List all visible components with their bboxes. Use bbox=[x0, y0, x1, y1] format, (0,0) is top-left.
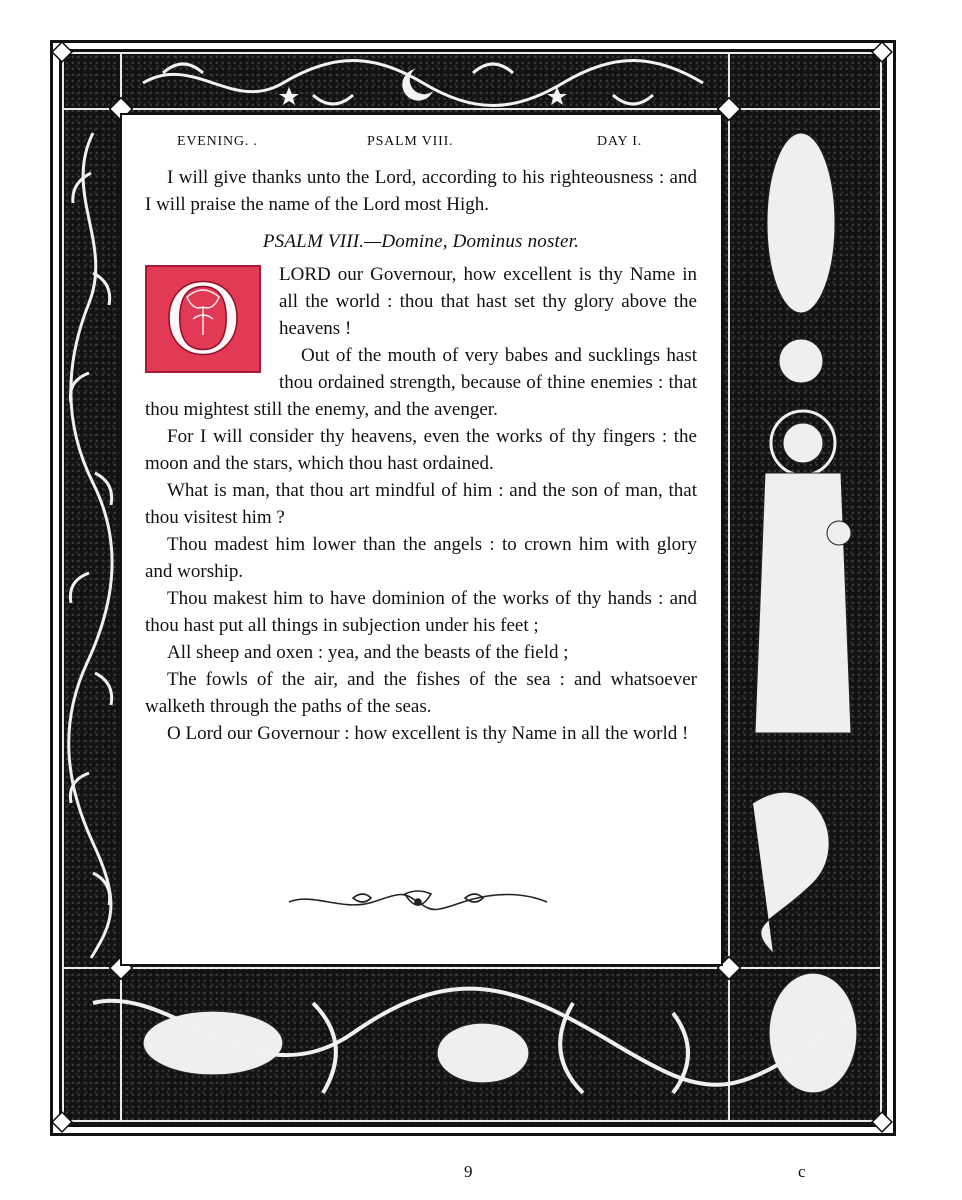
running-head-center: PSALM VIII. bbox=[367, 134, 454, 149]
psalm-body bbox=[145, 164, 697, 747]
star-icon bbox=[279, 87, 299, 105]
verse-6: Thou makest him to have dominion of the works of thy hands : and thou hast put all things in subjection under his feet ; bbox=[145, 588, 697, 636]
signature-mark: c bbox=[798, 1162, 806, 1181]
page-number: 9 bbox=[464, 1162, 473, 1181]
opening-verse: I will give thanks unto the Lord, according to his righteousness : and I will praise the name of the Lord most High. bbox=[145, 167, 697, 215]
drop-cap-letter bbox=[147, 267, 259, 371]
verse-3: For I will consider thy heavens, even the works of thy fingers : the moon and the stars, which thou hast ordained. bbox=[145, 426, 697, 474]
verse-1: LORD our Governour, how excellent is thy Name in all the world : thou that hast set thy glory above the heavens ! bbox=[279, 264, 697, 339]
drop-cap-box bbox=[145, 265, 261, 373]
verse-4: What is man, that thou art mindful of him : and the son of man, that thou visitest him ? bbox=[145, 480, 697, 528]
verse-7: All sheep and oxen : yea, and the beasts of the field ; bbox=[167, 642, 569, 663]
running-head-left: EVENING. . bbox=[177, 134, 258, 149]
verse-5: Thou madest him lower than the angels : to crown him with glory and worship. bbox=[145, 534, 697, 582]
verse-9: O Lord our Governour : how excellent is thy Name in all the world ! bbox=[167, 723, 689, 744]
text-panel bbox=[125, 118, 718, 961]
verse-8: The fowls of the air, and the fishes of the sea : and whatsoever walketh through the paths of the seas. bbox=[145, 669, 697, 717]
tailpiece-ornament-icon bbox=[283, 888, 553, 916]
psalm-title: PSALM VIII.—Domine, Dominus noster. bbox=[262, 231, 580, 252]
running-head-right: DAY I. bbox=[597, 134, 642, 149]
verse-2: Out of the mouth of very babes and sucklings hast thou ordained strength, because of thine enemies : that thou mightest still the enemy, and the avenger. bbox=[145, 345, 697, 420]
drop-cap bbox=[145, 265, 263, 375]
running-head bbox=[177, 134, 717, 154]
svg-text:O: O bbox=[163, 267, 243, 371]
